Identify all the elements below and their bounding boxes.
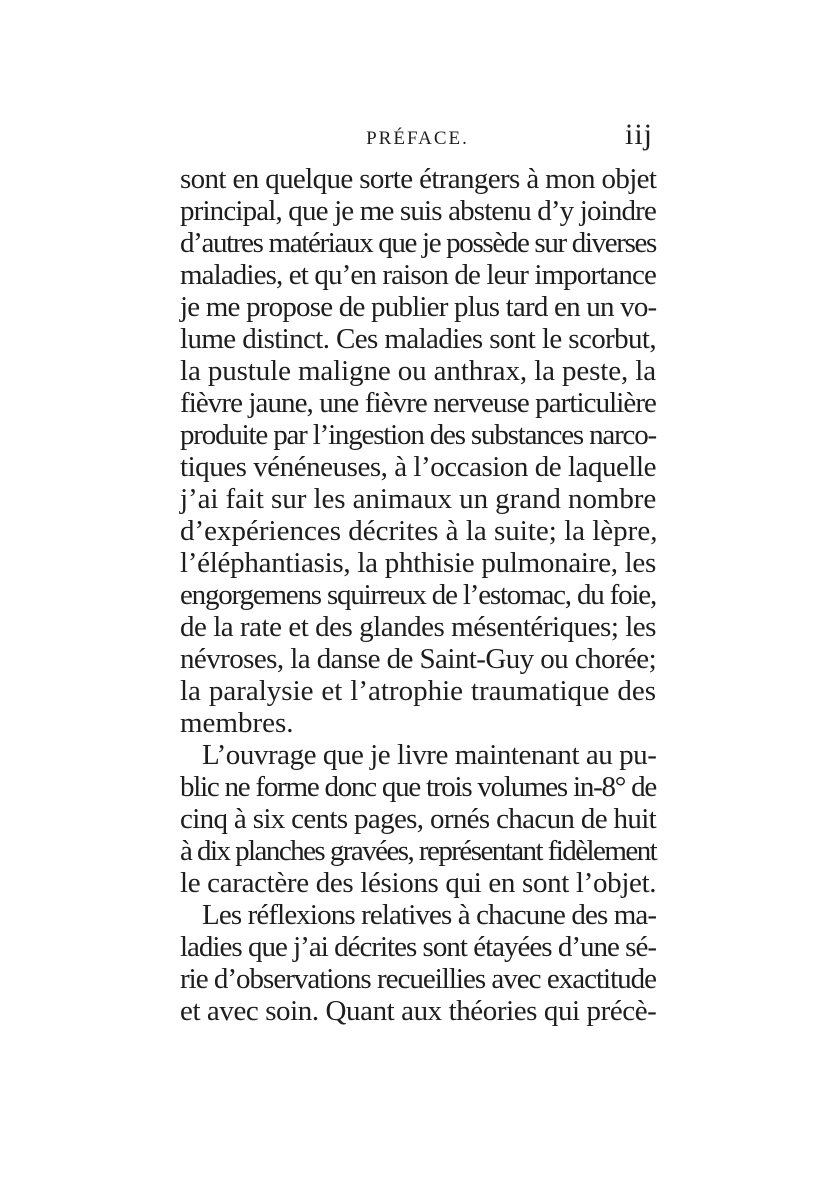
text-line: lume distinct. Ces maladies sont le scorbut, bbox=[180, 323, 656, 355]
text-line: je me propose de publier plus tard en un vo- bbox=[180, 291, 657, 323]
page-header bbox=[180, 118, 655, 158]
page-body-text bbox=[180, 163, 656, 1027]
text-line: le caractère des lésions qui en sont l’objet. bbox=[180, 867, 657, 899]
text-line: l’éléphantiasis, la phthisie pulmonaire, les bbox=[180, 547, 657, 579]
text-line: sont en quelque sorte étrangers à mon objet bbox=[180, 163, 657, 195]
page-number: iij bbox=[624, 118, 653, 151]
text-line: tiques vénéneuses, à l’occasion de laquelle bbox=[180, 451, 657, 483]
text-line: Les réflexions relatives à chacune des ma- bbox=[202, 899, 657, 931]
text-line: à dix planches gravées, représentant fidèlement bbox=[180, 835, 657, 867]
text-line: fièvre jaune, une fièvre nerveuse particulière bbox=[180, 387, 656, 419]
text-line: la pustule maligne ou anthrax, la peste, la bbox=[180, 355, 656, 387]
text-line: maladies, et qu’en raison de leur importance bbox=[180, 259, 656, 291]
text-line: principal, que je me suis abstenu d’y joindre bbox=[180, 195, 656, 227]
text-line: produite par l’ingestion des substances narco- bbox=[180, 419, 656, 451]
text-line: d’expériences décrites à la suite; la lèpre, bbox=[180, 515, 658, 547]
text-line: j’ai fait sur les animaux un grand nombre bbox=[180, 483, 657, 515]
text-line: la paralysie et l’atrophie traumatique des bbox=[180, 675, 656, 707]
text-line: et avec soin. Quant aux théories qui précè- bbox=[180, 995, 657, 1027]
text-line: rie d’observations recueillies avec exactitude bbox=[180, 963, 656, 995]
text-line: engorgemens squirreux de l’estomac, du foie, bbox=[180, 579, 656, 611]
running-title: PRÉFACE. bbox=[366, 128, 469, 149]
text-line: névroses, la danse de Saint-Guy ou chorée; bbox=[180, 643, 657, 675]
text-line: de la rate et des glandes mésentériques; les bbox=[180, 611, 656, 643]
text-line: d’autres matériaux que je possède sur diverses bbox=[180, 227, 656, 259]
text-line: blic ne forme donc que trois volumes in-8° de bbox=[180, 771, 656, 803]
text-line: ladies que j’ai décrites sont étayées d’une sé- bbox=[180, 931, 656, 963]
text-line: cinq à six cents pages, ornés chacun de huit bbox=[180, 803, 656, 835]
text-line: L’ouvrage que je livre maintenant au pu- bbox=[202, 739, 657, 771]
text-line: membres. bbox=[180, 707, 294, 739]
